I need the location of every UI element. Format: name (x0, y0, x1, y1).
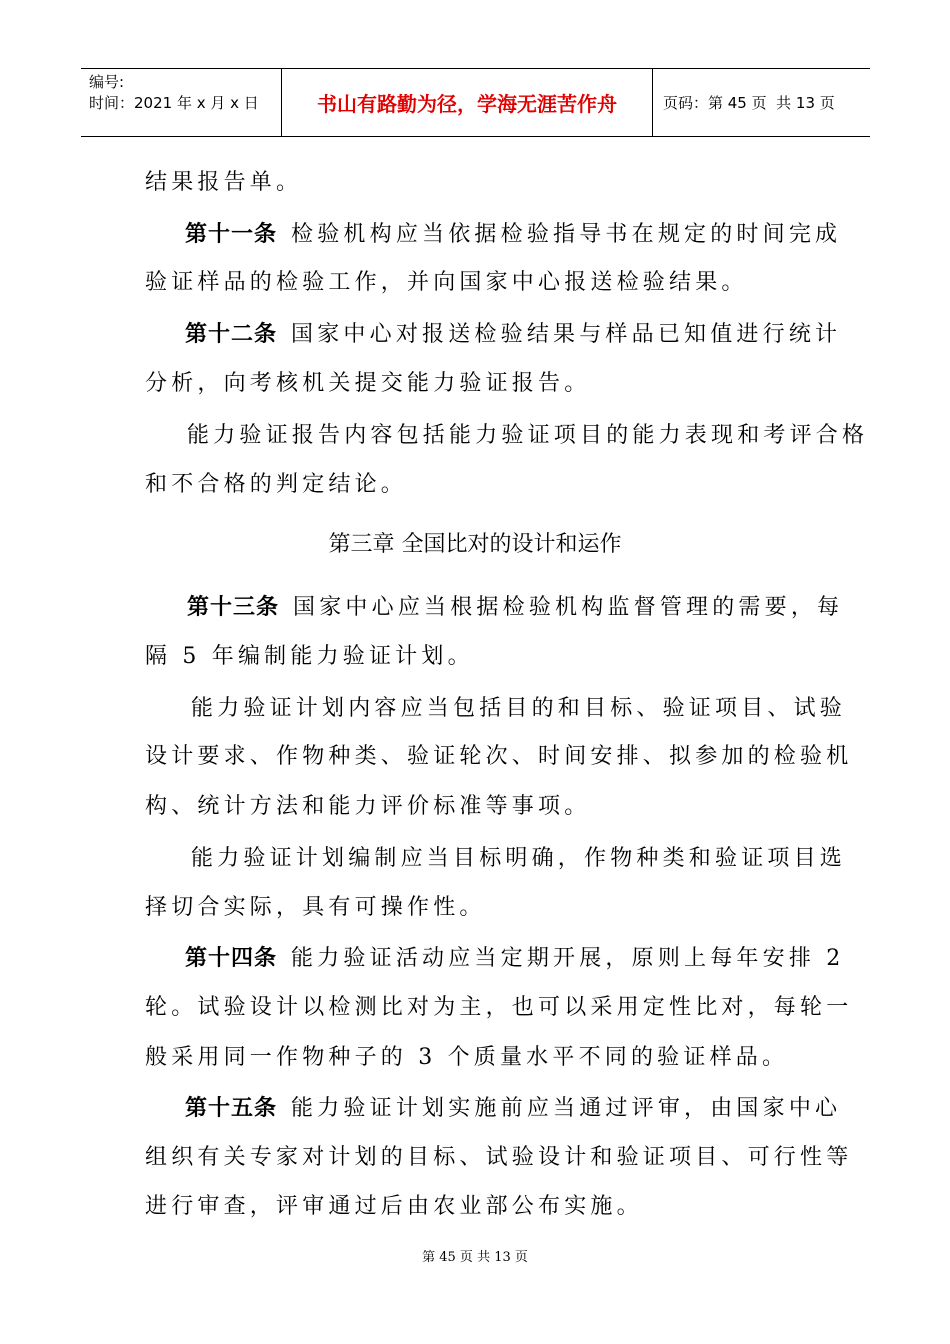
chapter-title: 第三章 全国比对的设计和运作 (328, 532, 622, 557)
article-title: 第十一条 (185, 222, 278, 247)
text-line: 设计要求、作物种类、验证轮次、时间安排、拟参加的检验机 (145, 744, 853, 769)
article-11-line (185, 220, 845, 250)
article-13-line (187, 593, 847, 623)
text-line: 择切合实际，具有可操作性。 (145, 895, 486, 920)
text-line: 国家中心对报送检验结果与样品已知值进行统计 (291, 322, 842, 347)
text-line: 进行审查，评审通过后由农业部公布实施。 (145, 1194, 643, 1219)
header-meta (81, 69, 282, 136)
header-motto: 书山有路勤为径，学海无涯苦作舟 (282, 69, 653, 136)
document-number-label: 编号: (89, 73, 125, 91)
document-date: 时间：2021 年 x 月 x 日 (89, 94, 259, 112)
article-title: 第十三条 (187, 595, 280, 620)
article-title: 第十四条 (185, 946, 278, 971)
text-line: 隔 5 年编制能力验证计划。 (145, 644, 474, 669)
text-line: 能力验证计划编制应当目标明确，作物种类和验证项目选 (191, 846, 847, 871)
header-page-info (653, 69, 870, 136)
text-line: 构、统计方法和能力评价标准等事项。 (145, 794, 591, 819)
text-line: 分析，向考核机关提交能力验证报告。 (145, 371, 591, 396)
article-15-line (185, 1094, 845, 1124)
article-14-line (185, 944, 845, 974)
article-title: 第十二条 (185, 322, 278, 347)
page-footer: 第 45 页 共 13 页 (422, 1250, 528, 1265)
article-title: 第十五条 (185, 1096, 278, 1121)
article-12-line (185, 320, 845, 350)
text-line: 般采用同一作物种子的 3 个质量水平不同的验证样品。 (145, 1045, 789, 1070)
text-line: 和不合格的判定结论。 (145, 472, 408, 497)
text-line: 能力验证报告内容包括能力验证项目的能力表现和考评合格 (187, 423, 869, 448)
text-line: 能力验证计划实施前应当通过评审，由国家中心 (291, 1096, 842, 1121)
text-line: 组织有关专家对计划的目标、试验设计和验证项目、可行性等 (145, 1145, 853, 1170)
page-info-text: 页码：第 45 页 共 13 页 (663, 94, 835, 112)
text-line: 能力验证计划内容应当包括目的和目标、验证项目、试验 (191, 696, 847, 721)
text-line: 验证样品的检验工作，并向国家中心报送检验结果。 (145, 270, 748, 295)
text-line: 国家中心应当根据检验机构监督管理的需要，每 (293, 595, 844, 620)
text-line: 轮。试验设计以检测比对为主，也可以采用定性比对，每轮一 (145, 995, 853, 1020)
text-line: 能力验证活动应当定期开展，原则上每年安排 2 (291, 946, 845, 971)
page-header (81, 68, 870, 137)
text-line: 结果报告单。 (145, 170, 303, 195)
text-line: 检验机构应当依据检验指导书在规定的时间完成 (291, 222, 842, 247)
